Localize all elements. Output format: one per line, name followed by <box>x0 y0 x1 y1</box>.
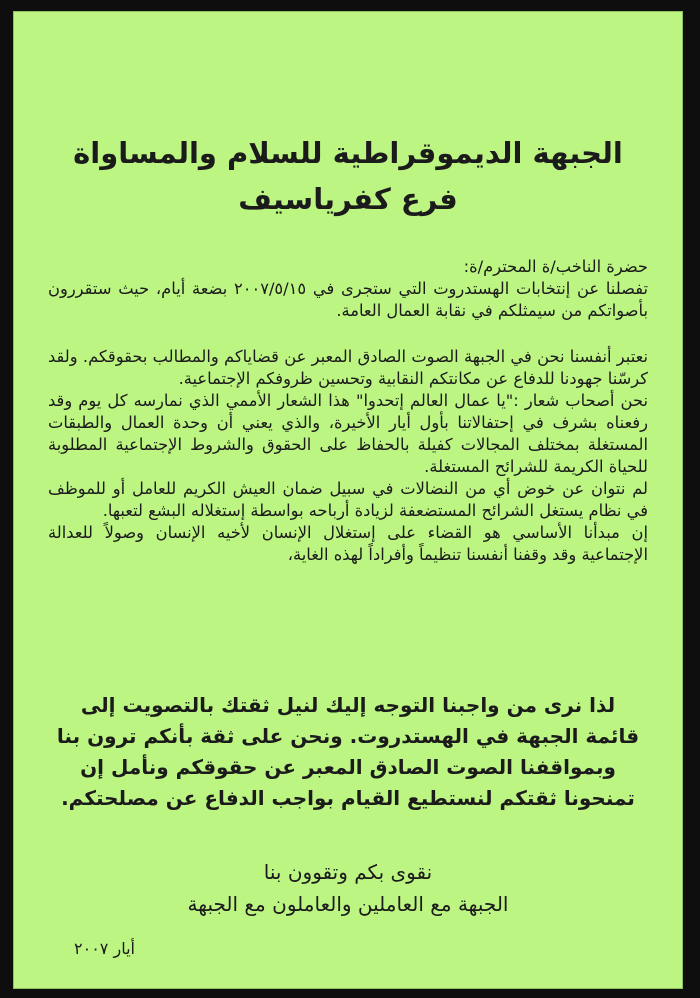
callout-paragraph: لذا نرى من واجبنا التوجه إليك لنيل ثقتك بالتصويت إلى قائمة الجبهة في الهستدروت. ونحن على ثقة بأنكم ترون بنا وبمواقفنا الصوت الصادق المعبر عن حقوقكم ونأمل إن تمنحونا ثقتكم لنستطيع القيام بواجب الدفاع عن مصلحتكم. <box>56 693 640 810</box>
paragraph-3: نحن أصحاب شعار :"يا عمال العالم إتحدوا" هذا الشعار الأممي الذي نمارسه كل يوم وقد رفعناه بشرف في إحتفالاتنا بأول أيار الأخيرة، والذي يعني أن وحدة العمال والطبقات المستغلة بمختلف المجالات كفيلة بالحفاظ على الحقوق والشروط الإجتماعية المطلوبة للحياة الكريمة للشرائح المستغلة. <box>48 391 648 476</box>
flyer-title <box>54 130 642 222</box>
letter-body <box>48 256 648 566</box>
signature-block <box>54 856 642 920</box>
signature-line-1: نقوى بكم وتقوون بنا <box>263 860 433 884</box>
paragraph-5: إن مبدأنا الأساسي هو القضاء على إستغلال الإنسان لأخيه الإنسان وصولاً للعدالة الإجتماعية وقد وقفنا أنفسنا تنظيماً وأفراداً لهذه الغاية، <box>48 523 648 564</box>
issue-date: أيار ٢٠٠٧ <box>74 939 135 958</box>
paragraph-2: نعتبر أنفسنا نحن في الجبهة الصوت الصادق المعبر عن قضاياكم والمطالب بحقوقكم. ولقد كرسّنا جهودنا للدفاع عن مكانتكم النقابية وتحسين ظروفكم الإجتماعية. <box>48 347 648 388</box>
title-line-2: فرع كفرياسيف <box>238 182 458 216</box>
title-line-1: الجبهة الديموقراطية للسلام والمساواة <box>73 136 623 170</box>
signature-line-2: الجبهة مع العاملين والعاملون مع الجبهة <box>187 892 509 916</box>
salutation: حضرة الناخب/ة المحترم/ة: <box>463 257 648 276</box>
paragraph-4: لم نتوان عن خوض أي من النضالات في سبيل ضمان العيش الكريم للعامل أو للموظف في نظام يستغل الشرائح المستضعفة لزيادة أرباحه بواسطة إستغلاله البشع لتعبها. <box>48 479 648 520</box>
paragraph-1: تفصلنا عن إنتخابات الهستدروت التي ستجرى في ٢٠٠٧/٥/١٥ بضعة أيام، حيث ستقررون بأصواتكم من سيمثلكم في نقابة العمال العامة. <box>48 279 648 320</box>
flyer-sheet <box>14 12 682 988</box>
